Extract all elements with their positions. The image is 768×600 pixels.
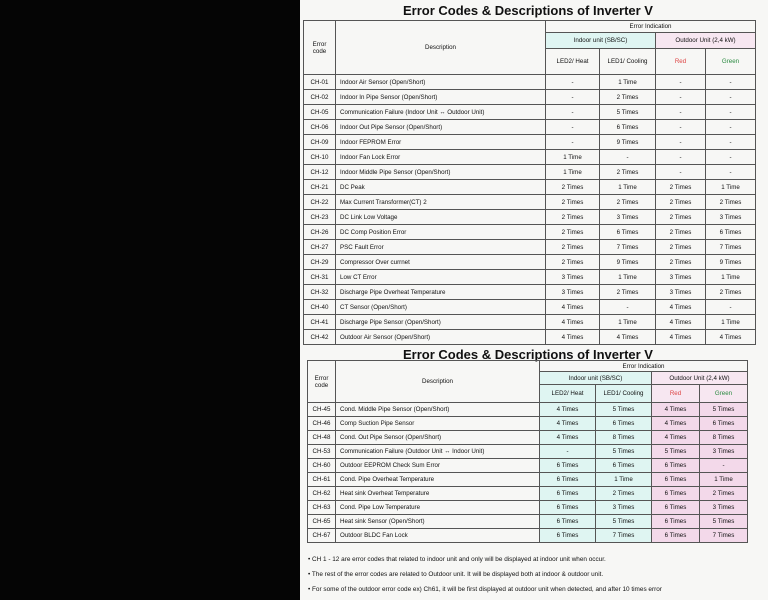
cell-led2-heat: 6 Times: [540, 487, 596, 501]
cell-error-code: CH-05: [304, 105, 336, 120]
cell-red: 2 Times: [656, 225, 706, 240]
cell-red: 2 Times: [656, 180, 706, 195]
table-row: [304, 165, 756, 180]
header-led2-heat-2: LED2/ Heat: [540, 385, 596, 403]
error-table-1: [303, 20, 756, 345]
table-row: [304, 180, 756, 195]
cell-description: Discharge Pipe Sensor (Open/Short): [336, 315, 546, 330]
cell-led2-heat: 1 Time: [546, 165, 600, 180]
table-row: [308, 417, 748, 431]
cell-red: -: [656, 135, 706, 150]
table-row: [304, 285, 756, 300]
cell-green: -: [706, 300, 756, 315]
table-row: [304, 150, 756, 165]
cell-green: 9 Times: [706, 255, 756, 270]
table-row: [304, 270, 756, 285]
cell-green: 3 Times: [700, 501, 748, 515]
cell-description: Compressor Over currnet: [336, 255, 546, 270]
cell-led2-heat: 2 Times: [546, 195, 600, 210]
header-green-2: Green: [700, 385, 748, 403]
cell-led1-cooling: 4 Times: [600, 330, 656, 345]
cell-error-code: CH-45: [308, 403, 336, 417]
table-row: [304, 75, 756, 90]
cell-error-code: CH-06: [304, 120, 336, 135]
cell-red: -: [656, 165, 706, 180]
header-error-code-2: Error code: [308, 361, 336, 403]
cell-led2-heat: 6 Times: [540, 473, 596, 487]
cell-red: 6 Times: [652, 459, 700, 473]
cell-error-code: CH-42: [304, 330, 336, 345]
cell-description: Cond. Pipe Low Temperature: [336, 501, 540, 515]
table-row: [304, 210, 756, 225]
cell-led2-heat: -: [546, 75, 600, 90]
cell-green: 2 Times: [706, 285, 756, 300]
error-table-2: [307, 360, 748, 543]
header-red: Red: [656, 49, 706, 75]
header-outdoor-unit-2: Outdoor Unit (2,4 kW): [652, 372, 748, 385]
cell-description: Discharge Pipe Overheat Temperature: [336, 285, 546, 300]
note-2: • The rest of the error codes are related to Outdoor unit. It will be displayed both at indoor & outdoor unit.: [308, 571, 604, 578]
cell-red: 2 Times: [656, 255, 706, 270]
cell-error-code: CH-10: [304, 150, 336, 165]
cell-error-code: CH-62: [308, 487, 336, 501]
cell-description: Comp Suction Pipe Sensor: [336, 417, 540, 431]
cell-description: Outdoor BLDC Fan Lock: [336, 529, 540, 543]
cell-description: PSC Fault Error: [336, 240, 546, 255]
cell-description: Indoor Out Pipe Sensor (Open/Short): [336, 120, 546, 135]
cell-error-code: CH-48: [308, 431, 336, 445]
cell-led1-cooling: 1 Time: [600, 270, 656, 285]
cell-red: 3 Times: [656, 270, 706, 285]
cell-description: Indoor Middle Pipe Sensor (Open/Short): [336, 165, 546, 180]
cell-led2-heat: 2 Times: [546, 225, 600, 240]
cell-led2-heat: 4 Times: [546, 300, 600, 315]
cell-led1-cooling: 1 Time: [600, 75, 656, 90]
cell-led2-heat: 3 Times: [546, 285, 600, 300]
cell-led2-heat: 4 Times: [546, 315, 600, 330]
cell-error-code: CH-32: [304, 285, 336, 300]
cell-description: DC Link Low Voltage: [336, 210, 546, 225]
cell-led1-cooling: 6 Times: [596, 417, 652, 431]
cell-red: 2 Times: [656, 240, 706, 255]
cell-error-code: CH-60: [308, 459, 336, 473]
header-led2-heat: LED2/ Heat: [546, 49, 600, 75]
cell-error-code: CH-27: [304, 240, 336, 255]
cell-red: 6 Times: [652, 515, 700, 529]
cell-led1-cooling: 5 Times: [596, 515, 652, 529]
table-row: [308, 487, 748, 501]
cell-led2-heat: 6 Times: [540, 515, 596, 529]
cell-error-code: CH-63: [308, 501, 336, 515]
cell-led2-heat: 3 Times: [546, 270, 600, 285]
header-green: Green: [706, 49, 756, 75]
cell-green: 1 Time: [706, 315, 756, 330]
cell-led1-cooling: 5 Times: [596, 445, 652, 459]
cell-led1-cooling: 3 Times: [600, 210, 656, 225]
table-row: [308, 473, 748, 487]
table-row: [308, 445, 748, 459]
cell-description: Indoor Fan Lock Error: [336, 150, 546, 165]
cell-led1-cooling: 2 Times: [600, 165, 656, 180]
cell-green: 7 Times: [700, 529, 748, 543]
cell-green: -: [706, 165, 756, 180]
note-3: • For some of the outdoor error code ex) Ch61, it will be first displayed at outdoor unit when detected, and after 10 times error: [308, 586, 662, 593]
table-row: [304, 255, 756, 270]
cell-red: 2 Times: [656, 195, 706, 210]
cell-green: 2 Times: [700, 487, 748, 501]
cell-led2-heat: 4 Times: [540, 417, 596, 431]
cell-led1-cooling: 5 Times: [600, 105, 656, 120]
cell-red: 5 Times: [652, 445, 700, 459]
cell-error-code: CH-02: [304, 90, 336, 105]
cell-description: Max Current Transformer(CT) 2: [336, 195, 546, 210]
header-description: Description: [336, 21, 546, 75]
header-red-2: Red: [652, 385, 700, 403]
table-row: [304, 315, 756, 330]
cell-led1-cooling: 7 Times: [596, 529, 652, 543]
cell-led2-heat: 6 Times: [540, 501, 596, 515]
cell-description: Cond. Middle Pipe Sensor (Open/Short): [336, 403, 540, 417]
cell-led1-cooling: 8 Times: [596, 431, 652, 445]
page-title-2: Error Codes & Descriptions of Inverter V: [403, 347, 653, 362]
cell-led1-cooling: 9 Times: [600, 135, 656, 150]
table-row: [304, 195, 756, 210]
cell-red: 2 Times: [656, 210, 706, 225]
cell-led2-heat: 1 Time: [546, 150, 600, 165]
cell-green: 1 Time: [706, 180, 756, 195]
page-title-1: Error Codes & Descriptions of Inverter V: [403, 3, 653, 18]
cell-description: CT Sensor (Open/Short): [336, 300, 546, 315]
cell-red: -: [656, 120, 706, 135]
cell-green: -: [700, 459, 748, 473]
cell-error-code: CH-21: [304, 180, 336, 195]
cell-green: -: [706, 135, 756, 150]
cell-green: 5 Times: [700, 515, 748, 529]
cell-red: -: [656, 75, 706, 90]
cell-led1-cooling: 1 Time: [596, 473, 652, 487]
table-row: [304, 105, 756, 120]
header-led1-cooling: LED1/ Cooling: [600, 49, 656, 75]
cell-led2-heat: 4 Times: [546, 330, 600, 345]
cell-green: 1 Time: [706, 270, 756, 285]
cell-error-code: CH-41: [304, 315, 336, 330]
table-row: [308, 515, 748, 529]
cell-green: 3 Times: [700, 445, 748, 459]
cell-led2-heat: -: [546, 120, 600, 135]
cell-description: Indoor FEPROM Error: [336, 135, 546, 150]
cell-red: 4 Times: [656, 300, 706, 315]
cell-description: Cond. Pipe Overheat Temperature: [336, 473, 540, 487]
header-indoor-unit: Indoor unit (SB/SC): [546, 33, 656, 49]
cell-description: Communication Failure (Outdoor Unit ↔ Indoor Unit): [336, 445, 540, 459]
cell-led1-cooling: 2 Times: [600, 90, 656, 105]
cell-led2-heat: -: [546, 105, 600, 120]
cell-description: Outdoor EEPROM Check Sum Error: [336, 459, 540, 473]
cell-led1-cooling: -: [600, 300, 656, 315]
cell-error-code: CH-26: [304, 225, 336, 240]
cell-red: -: [656, 150, 706, 165]
cell-description: Communication Failure (Indoor Unit ↔ Outdoor Unit): [336, 105, 546, 120]
header-error-code: Error code: [304, 21, 336, 75]
cell-green: 8 Times: [700, 431, 748, 445]
cell-led1-cooling: 1 Time: [600, 180, 656, 195]
cell-green: 4 Times: [706, 330, 756, 345]
cell-red: 6 Times: [652, 473, 700, 487]
cell-led2-heat: -: [540, 445, 596, 459]
cell-green: 3 Times: [706, 210, 756, 225]
cell-led2-heat: -: [546, 90, 600, 105]
cell-green: 5 Times: [700, 403, 748, 417]
cell-error-code: CH-46: [308, 417, 336, 431]
table-row: [308, 529, 748, 543]
cell-led2-heat: 4 Times: [540, 431, 596, 445]
cell-description: Cond. Out Pipe Sensor (Open/Short): [336, 431, 540, 445]
cell-red: -: [656, 105, 706, 120]
cell-led1-cooling: 2 Times: [600, 195, 656, 210]
cell-green: 6 Times: [700, 417, 748, 431]
cell-green: 2 Times: [706, 195, 756, 210]
cell-error-code: CH-40: [304, 300, 336, 315]
cell-description: Indoor In Pipe Sensor (Open/Short): [336, 90, 546, 105]
cell-green: 6 Times: [706, 225, 756, 240]
cell-description: Indoor Air Sensor (Open/Short): [336, 75, 546, 90]
cell-error-code: CH-09: [304, 135, 336, 150]
cell-led2-heat: 2 Times: [546, 180, 600, 195]
header-error-indication: Error Indication: [546, 21, 756, 33]
cell-led2-heat: 2 Times: [546, 210, 600, 225]
cell-led1-cooling: 6 Times: [600, 120, 656, 135]
cell-error-code: CH-61: [308, 473, 336, 487]
table-row: [304, 135, 756, 150]
cell-led1-cooling: 7 Times: [600, 240, 656, 255]
dark-background: [0, 0, 300, 600]
cell-led2-heat: 2 Times: [546, 255, 600, 270]
note-1: • CH 1 - 12 are error codes that related to indoor unit and only will be displayed at indoor unit when occur.: [308, 556, 606, 563]
cell-led1-cooling: 3 Times: [596, 501, 652, 515]
cell-red: 4 Times: [652, 403, 700, 417]
cell-description: DC Peak: [336, 180, 546, 195]
table-row: [304, 225, 756, 240]
cell-error-code: CH-31: [304, 270, 336, 285]
cell-led2-heat: 6 Times: [540, 459, 596, 473]
header-description-2: Description: [336, 361, 540, 403]
cell-red: 4 Times: [652, 417, 700, 431]
cell-red: 3 Times: [656, 285, 706, 300]
cell-red: -: [656, 90, 706, 105]
cell-led1-cooling: 2 Times: [596, 487, 652, 501]
header-led1-cooling-2: LED1/ Cooling: [596, 385, 652, 403]
cell-error-code: CH-01: [304, 75, 336, 90]
cell-led1-cooling: 6 Times: [600, 225, 656, 240]
header-error-indication-2: Error Indication: [540, 361, 748, 372]
header-outdoor-unit: Outdoor Unit (2,4 kW): [656, 33, 756, 49]
cell-led1-cooling: 6 Times: [596, 459, 652, 473]
table-row: [308, 431, 748, 445]
cell-led1-cooling: 1 Time: [600, 315, 656, 330]
cell-error-code: CH-65: [308, 515, 336, 529]
cell-red: 6 Times: [652, 501, 700, 515]
cell-red: 6 Times: [652, 487, 700, 501]
cell-description: Low CT Error: [336, 270, 546, 285]
cell-description: Heat sink Sensor (Open/Short): [336, 515, 540, 529]
cell-led1-cooling: 5 Times: [596, 403, 652, 417]
cell-red: 4 Times: [656, 330, 706, 345]
cell-green: -: [706, 75, 756, 90]
table-row: [304, 240, 756, 255]
cell-error-code: CH-67: [308, 529, 336, 543]
cell-green: 7 Times: [706, 240, 756, 255]
cell-led2-heat: 6 Times: [540, 529, 596, 543]
cell-green: -: [706, 120, 756, 135]
table-row: [308, 459, 748, 473]
cell-description: Heat sink Overheat Temperature: [336, 487, 540, 501]
cell-red: 4 Times: [656, 315, 706, 330]
cell-led1-cooling: 9 Times: [600, 255, 656, 270]
table-row: [304, 330, 756, 345]
table-row: [308, 403, 748, 417]
table-row: [304, 300, 756, 315]
table-row: [308, 501, 748, 515]
table-row: [304, 90, 756, 105]
cell-green: -: [706, 90, 756, 105]
cell-error-code: CH-53: [308, 445, 336, 459]
cell-red: 6 Times: [652, 529, 700, 543]
cell-led2-heat: 4 Times: [540, 403, 596, 417]
header-indoor-unit-2: Indoor unit (SB/SC): [540, 372, 652, 385]
document-page: [300, 0, 768, 600]
cell-description: DC Comp Position Error: [336, 225, 546, 240]
cell-red: 4 Times: [652, 431, 700, 445]
cell-error-code: CH-29: [304, 255, 336, 270]
cell-green: -: [706, 105, 756, 120]
cell-led2-heat: 2 Times: [546, 240, 600, 255]
cell-green: 1 Time: [700, 473, 748, 487]
cell-led1-cooling: -: [600, 150, 656, 165]
table-row: [304, 120, 756, 135]
cell-error-code: CH-12: [304, 165, 336, 180]
cell-green: -: [706, 150, 756, 165]
cell-error-code: CH-22: [304, 195, 336, 210]
cell-led2-heat: -: [546, 135, 600, 150]
cell-error-code: CH-23: [304, 210, 336, 225]
notes: [308, 552, 758, 597]
cell-led1-cooling: 2 Times: [600, 285, 656, 300]
cell-description: Outdoor Air Sensor (Open/Short): [336, 330, 546, 345]
